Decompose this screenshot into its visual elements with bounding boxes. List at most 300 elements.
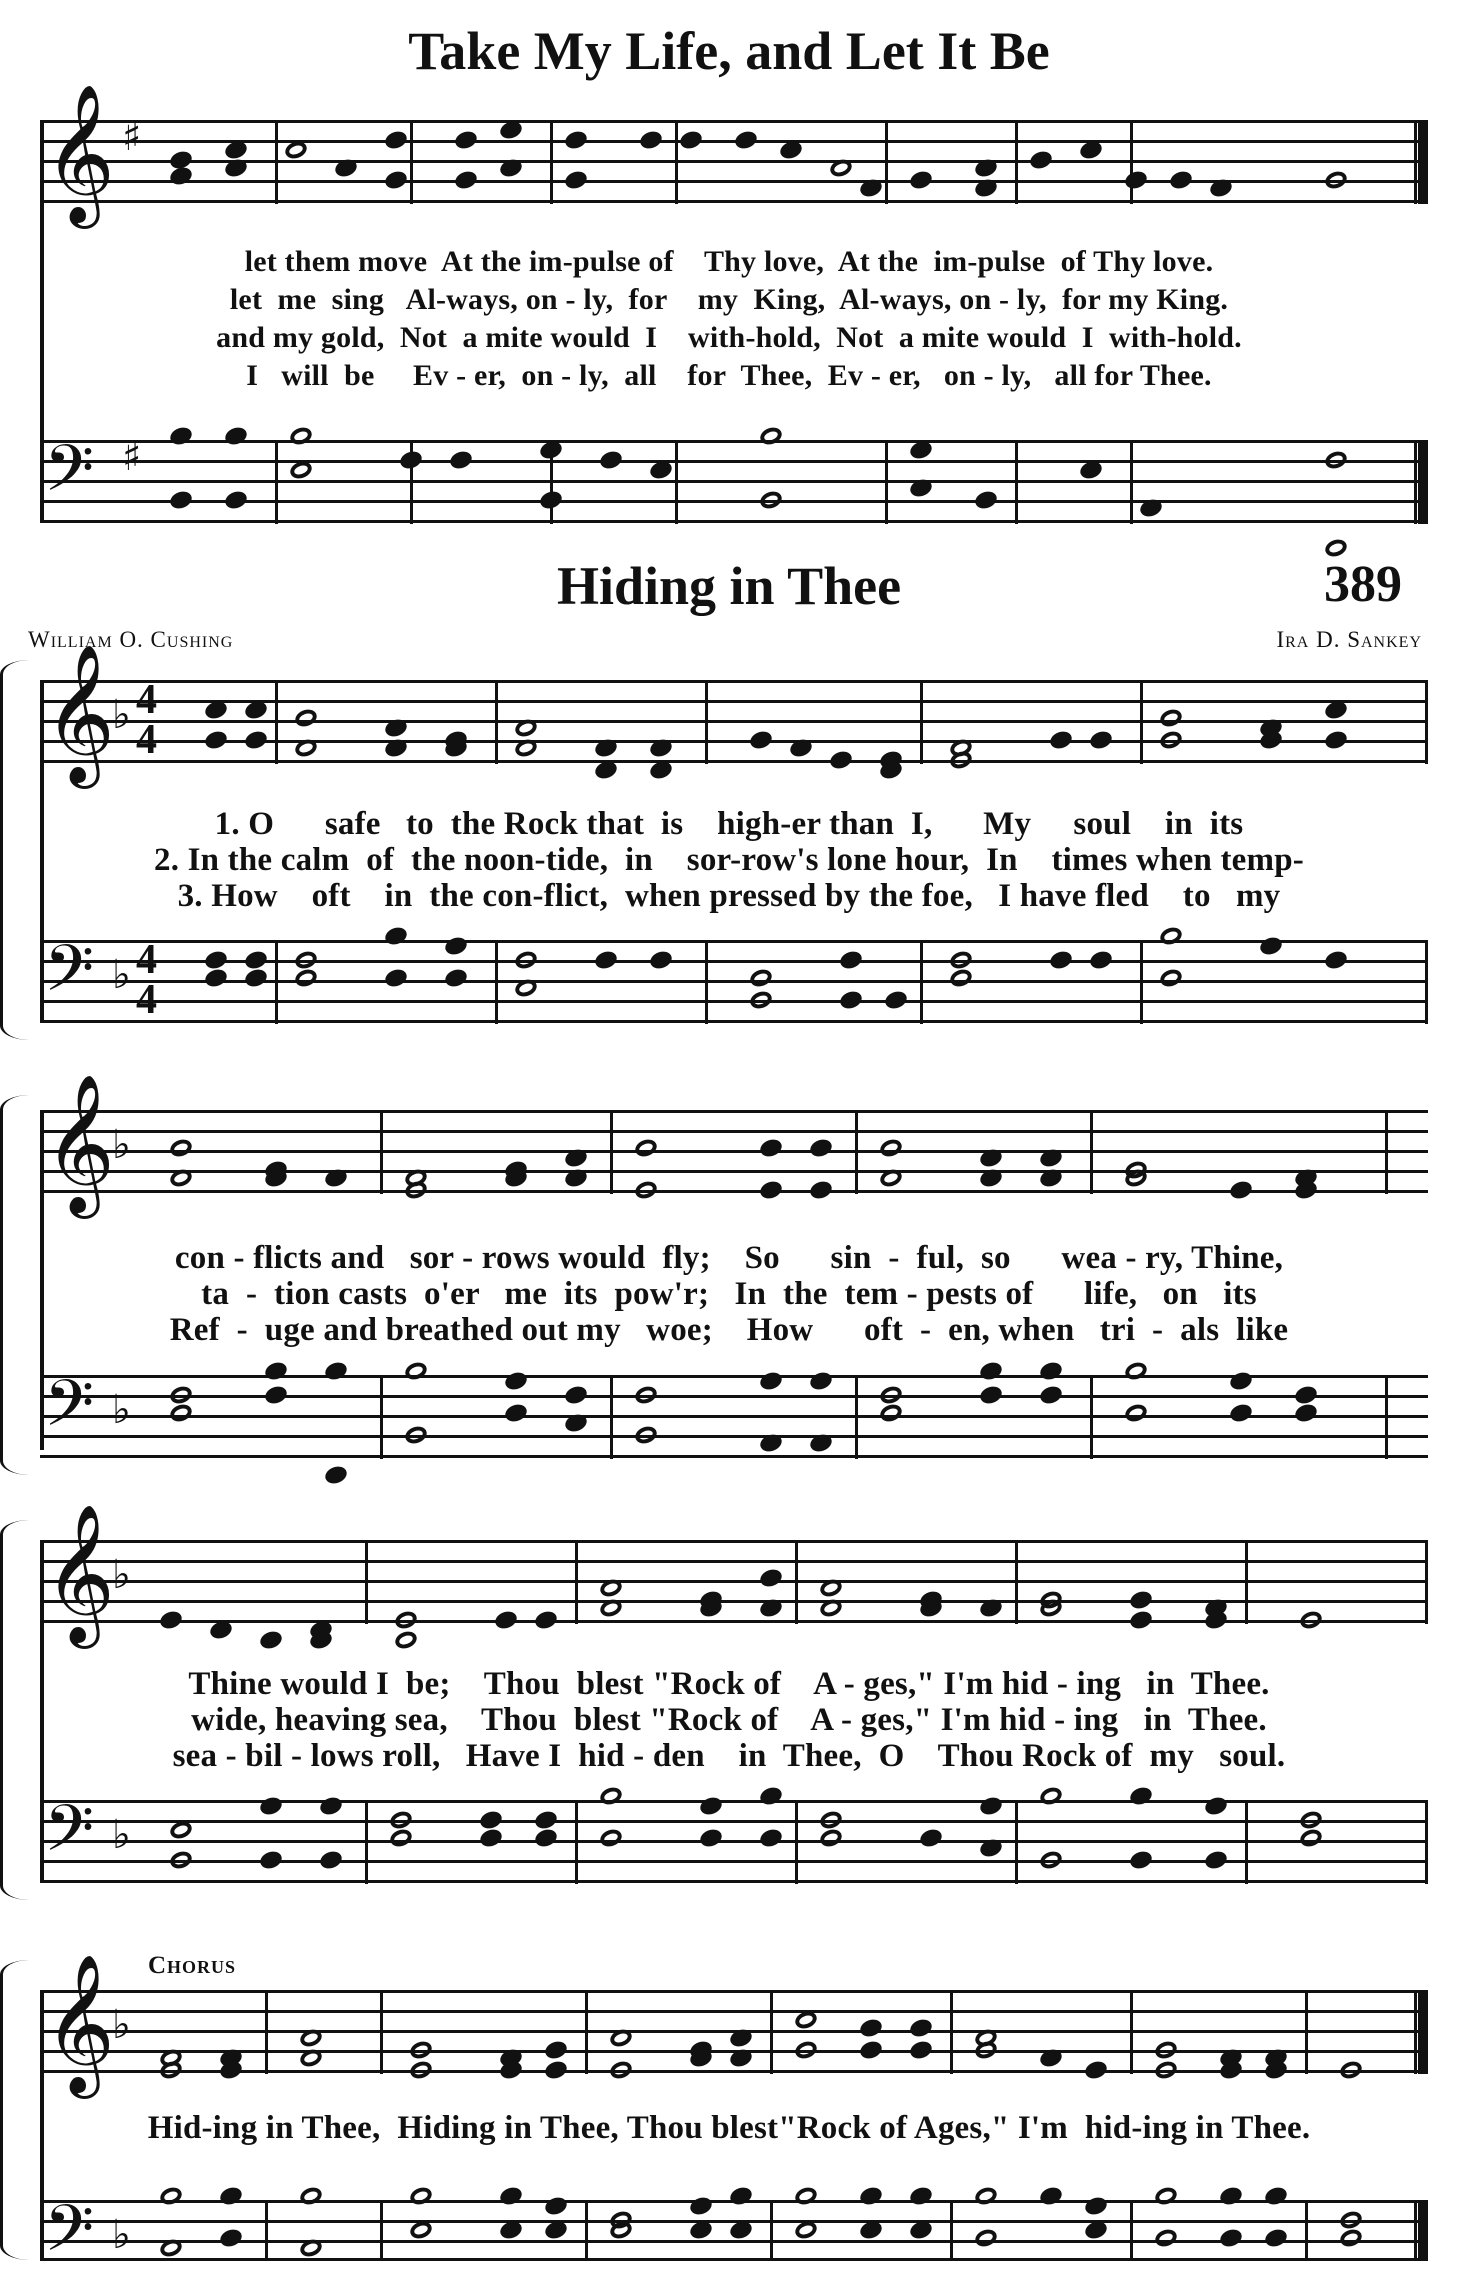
quarter-note-icon xyxy=(883,989,909,1012)
bar-line xyxy=(610,1375,613,1459)
half-note-icon xyxy=(948,967,974,990)
quarter-note-icon xyxy=(1263,2185,1289,2208)
quarter-note-icon xyxy=(478,1809,504,1832)
half-note-icon xyxy=(793,2185,819,2208)
bar-line xyxy=(1130,2200,1133,2261)
bar-line xyxy=(365,1800,368,1884)
staff-line xyxy=(40,1415,1428,1418)
flat-icon: ♭ xyxy=(112,1122,131,1168)
half-note-icon xyxy=(393,1609,419,1632)
quarter-note-icon xyxy=(1168,169,1194,192)
half-note-icon xyxy=(393,1629,419,1652)
staff-line xyxy=(40,1190,1428,1193)
staff-line xyxy=(40,1435,1428,1438)
quarter-note-icon xyxy=(728,2185,754,2208)
staff-line xyxy=(40,520,1428,523)
quarter-note-icon xyxy=(1048,729,1074,752)
quarter-note-icon xyxy=(383,925,409,948)
bass-staff-1 xyxy=(40,932,1428,1024)
bass-clef-icon: 𝄢 xyxy=(44,2192,95,2282)
bar-line xyxy=(380,1375,383,1459)
quarter-note-icon xyxy=(563,169,589,192)
bar-line xyxy=(770,2200,773,2261)
staff-line xyxy=(40,760,1428,763)
quarter-note-icon xyxy=(263,1384,289,1407)
bar-line xyxy=(575,1800,578,1884)
staff-line xyxy=(40,500,1428,503)
sharp-icon: ♯ xyxy=(122,434,142,480)
quarter-note-icon xyxy=(908,2039,934,2062)
half-note-icon xyxy=(878,1137,904,1160)
quarter-note-icon xyxy=(478,1827,504,1850)
bass-clef-icon: 𝄢 xyxy=(44,932,95,1022)
quarter-note-icon xyxy=(1258,935,1284,958)
lyric-line: ta - tion casts o'er me its pow'r; In the tem - pests of life, on its xyxy=(201,1276,1257,1312)
bar-line xyxy=(1015,1800,1018,1884)
composer-credit: Ira D. Sankey xyxy=(1276,627,1422,652)
author-credit: William O. Cushing xyxy=(28,627,234,652)
quarter-note-icon xyxy=(1293,1384,1319,1407)
quarter-note-icon xyxy=(318,1795,344,1818)
quarter-note-icon xyxy=(748,729,774,752)
quarter-note-icon xyxy=(758,1785,784,1808)
quarter-note-icon xyxy=(1038,1360,1064,1383)
quarter-note-icon xyxy=(758,1567,784,1590)
half-note-icon xyxy=(408,2185,434,2208)
half-note-icon xyxy=(298,2185,324,2208)
staff-line xyxy=(40,1540,1428,1543)
quarter-note-icon xyxy=(838,989,864,1012)
staff-line xyxy=(40,440,1428,443)
quarter-note-icon xyxy=(1218,2185,1244,2208)
bar-line xyxy=(1015,120,1018,204)
flat-icon: ♭ xyxy=(112,952,131,998)
staff-line xyxy=(40,200,1428,203)
half-note-icon xyxy=(1323,169,1349,192)
half-note-icon xyxy=(1298,1609,1324,1632)
half-note-icon xyxy=(598,1827,624,1850)
half-note-icon xyxy=(948,949,974,972)
bass-staff-top xyxy=(40,432,1428,524)
quarter-note-icon xyxy=(1128,1589,1154,1612)
lyric-line: sea - bil - lows roll, Have I hid - den in Thee, O Thou Rock of my soul. xyxy=(172,1738,1286,1774)
quarter-note-icon xyxy=(223,489,249,512)
quarter-note-icon xyxy=(493,1609,519,1632)
half-note-icon xyxy=(1038,1785,1064,1808)
staff-line xyxy=(40,1375,1428,1378)
staff-line xyxy=(40,2010,1428,2013)
quarter-note-icon xyxy=(1088,949,1114,972)
half-note-icon xyxy=(973,2227,999,2250)
half-note-icon xyxy=(1158,925,1184,948)
bar-line xyxy=(795,1800,798,1884)
top-hymn-title: Take My Life, and Let It Be xyxy=(408,21,1050,81)
staff-line xyxy=(40,1455,1428,1458)
quarter-note-icon xyxy=(1038,1384,1064,1407)
half-note-icon xyxy=(1153,2059,1179,2082)
bar-line xyxy=(705,680,708,764)
staff-line xyxy=(40,2220,1428,2223)
bar-line xyxy=(585,1990,588,2074)
half-note-icon xyxy=(408,2059,434,2082)
quarter-note-icon xyxy=(443,967,469,990)
half-note-icon xyxy=(293,707,319,730)
bar-line xyxy=(1015,1540,1018,1624)
half-note-icon xyxy=(758,489,784,512)
lyric-line: I will be Ev - er, on - ly, all for Thee, Ev - er, on - ly, all for Thee. xyxy=(246,359,1212,392)
half-note-icon xyxy=(1298,1809,1324,1832)
quarter-note-icon xyxy=(758,1137,784,1160)
quarter-note-icon xyxy=(543,2059,569,2082)
quarter-note-icon xyxy=(973,489,999,512)
quarter-note-icon xyxy=(698,1795,724,1818)
bar-line xyxy=(410,120,413,204)
hymn-title: Hiding in Thee xyxy=(556,556,902,616)
quarter-note-icon xyxy=(398,449,424,472)
staff-line xyxy=(40,1000,1428,1003)
quarter-note-icon xyxy=(828,749,854,772)
flat-icon: ♭ xyxy=(112,1387,131,1433)
quarter-note-icon xyxy=(1218,2227,1244,2250)
half-note-icon xyxy=(168,1849,194,1872)
flat-icon: ♭ xyxy=(112,1812,131,1858)
half-note-icon xyxy=(1158,967,1184,990)
final-bar-line xyxy=(1414,120,1428,204)
quarter-note-icon xyxy=(448,449,474,472)
quarter-note-icon xyxy=(1038,2185,1064,2208)
treble-clef-icon: 𝄞 xyxy=(44,1074,115,1213)
chorus-label: Chorus xyxy=(148,1952,237,1979)
quarter-note-icon xyxy=(1128,1849,1154,1872)
half-note-icon xyxy=(293,967,319,990)
bar-line xyxy=(1305,1990,1308,2074)
quarter-note-icon xyxy=(838,949,864,972)
final-bar-line xyxy=(1425,940,1428,1024)
quarter-note-icon xyxy=(168,425,194,448)
quarter-note-icon xyxy=(203,967,229,990)
bar-line xyxy=(1130,440,1133,524)
staff-line xyxy=(40,120,1428,123)
quarter-note-icon xyxy=(1228,1402,1254,1425)
bar-line xyxy=(275,120,278,204)
bar-line xyxy=(275,440,278,524)
staff-line xyxy=(40,1580,1428,1583)
quarter-note-icon xyxy=(1128,1609,1154,1632)
staff-line xyxy=(40,1150,1428,1153)
lyric-line: Hid-ing in Thee, Hiding in Thee, Thou blest"Rock of Ages," I'm hid-ing in Thee. xyxy=(147,2110,1311,2146)
treble-staff-2 xyxy=(40,1074,1428,1213)
half-note-icon xyxy=(748,967,774,990)
bar-line xyxy=(795,1540,798,1624)
quarter-note-icon xyxy=(1293,1402,1319,1425)
quarter-note-icon xyxy=(598,449,624,472)
quarter-note-icon xyxy=(648,949,674,972)
half-note-icon xyxy=(1123,1402,1149,1425)
bar-line xyxy=(1130,120,1133,204)
quarter-note-icon xyxy=(563,1384,589,1407)
quarter-note-icon xyxy=(1323,729,1349,752)
quarter-note-icon xyxy=(383,967,409,990)
lyric-line: wide, heaving sea, Thou blest "Rock of A - ges," I'm hid - ing in Thee. xyxy=(191,1702,1267,1738)
bar-line xyxy=(770,1990,773,2074)
half-note-icon xyxy=(758,425,784,448)
final-bar-line xyxy=(1414,440,1428,524)
half-note-icon xyxy=(793,2039,819,2062)
quarter-note-icon xyxy=(498,2185,524,2208)
staff-line xyxy=(40,1020,1428,1023)
quarter-note-icon xyxy=(168,489,194,512)
quarter-note-icon xyxy=(503,1370,529,1393)
staff-line xyxy=(40,1840,1428,1843)
quarter-note-icon xyxy=(698,1827,724,1850)
bar-line xyxy=(920,940,923,1024)
flat-icon: ♭ xyxy=(112,2212,131,2258)
quarter-note-icon xyxy=(808,1137,834,1160)
bar-line xyxy=(365,1540,368,1624)
quarter-note-icon xyxy=(908,169,934,192)
half-note-icon xyxy=(1038,1849,1064,1872)
staff-line xyxy=(40,460,1428,463)
half-note-icon xyxy=(633,1137,659,1160)
half-note-icon xyxy=(878,1384,904,1407)
lyric-line: Ref - uge and breathed out my woe; How oft - en, when tri - als like xyxy=(169,1312,1289,1348)
quarter-note-icon xyxy=(858,2017,884,2040)
quarter-note-icon xyxy=(1263,2227,1289,2250)
half-note-icon xyxy=(633,1179,659,1202)
quarter-note-icon xyxy=(1128,1785,1154,1808)
quarter-note-icon xyxy=(453,169,479,192)
quarter-note-icon xyxy=(533,1809,559,1832)
half-note-icon xyxy=(513,949,539,972)
staff-line xyxy=(40,1130,1428,1133)
staff-line xyxy=(40,1560,1428,1563)
bar-line xyxy=(380,1990,383,2074)
quarter-note-icon xyxy=(443,935,469,958)
bar-line xyxy=(1140,940,1143,1024)
bar-line xyxy=(1305,2200,1308,2261)
quarter-note-icon xyxy=(978,1384,1004,1407)
quarter-note-icon xyxy=(263,1360,289,1383)
half-note-icon xyxy=(388,1827,414,1850)
bar-line xyxy=(380,2200,383,2261)
half-note-icon xyxy=(1158,729,1184,752)
flat-icon: ♭ xyxy=(112,1552,131,1598)
quarter-note-icon xyxy=(243,949,269,972)
half-note-icon xyxy=(878,1402,904,1425)
quarter-note-icon xyxy=(243,729,269,752)
half-note-icon xyxy=(1158,707,1184,730)
bar-line xyxy=(610,1110,613,1194)
staff-line xyxy=(40,1880,1428,1883)
quarter-note-icon xyxy=(503,1402,529,1425)
bar-line xyxy=(495,680,498,764)
bass-clef-icon: 𝄢 xyxy=(44,432,95,522)
treble-staff-top xyxy=(40,84,1428,223)
quarter-note-icon xyxy=(383,169,409,192)
bar-line xyxy=(885,120,888,204)
half-note-icon xyxy=(1338,2227,1364,2250)
half-note-icon xyxy=(1153,2227,1179,2250)
half-note-icon xyxy=(288,425,314,448)
bar-line xyxy=(1090,1375,1093,1459)
quarter-note-icon xyxy=(1083,2195,1109,2218)
quarter-note-icon xyxy=(258,1629,284,1652)
treble-clef-icon: 𝄞 xyxy=(44,1954,115,2093)
bar-line xyxy=(1245,1540,1248,1624)
half-note-icon xyxy=(973,2185,999,2208)
treble-staff-1 xyxy=(40,644,1428,783)
staff-line xyxy=(40,720,1428,723)
quarter-note-icon xyxy=(258,1795,284,1818)
half-note-icon xyxy=(388,1809,414,1832)
bar-line xyxy=(550,120,553,204)
quarter-note-icon xyxy=(203,729,229,752)
quarter-note-icon xyxy=(563,129,589,152)
quarter-note-icon xyxy=(733,129,759,152)
quarter-note-icon xyxy=(323,1360,349,1383)
staff-line xyxy=(40,1990,1428,1993)
staff-line xyxy=(40,160,1428,163)
bar-line xyxy=(275,680,278,764)
quarter-note-icon xyxy=(453,129,479,152)
quarter-note-icon xyxy=(223,425,249,448)
quarter-note-icon xyxy=(1203,1849,1229,1872)
staff-line xyxy=(40,700,1428,703)
hymn-number: 389 xyxy=(1324,556,1402,613)
quarter-note-icon xyxy=(543,2039,569,2062)
flat-icon: ♭ xyxy=(112,692,131,738)
bar-line xyxy=(950,1990,953,2074)
quarter-note-icon xyxy=(383,129,409,152)
quarter-note-icon xyxy=(1203,1795,1229,1818)
lyric-line: let them move At the im-pulse of Thy love, At the im-pulse of Thy love. xyxy=(244,245,1214,278)
half-note-icon xyxy=(748,989,774,1012)
bar-line xyxy=(275,940,278,1024)
half-note-icon xyxy=(818,1809,844,1832)
staff-line xyxy=(40,680,1428,683)
half-note-icon xyxy=(158,2185,184,2208)
quarter-note-icon xyxy=(1048,949,1074,972)
quarter-note-icon xyxy=(533,1827,559,1850)
final-bar-line xyxy=(1414,1990,1428,2074)
half-note-icon xyxy=(1323,449,1349,472)
treble-clef-icon: 𝄞 xyxy=(44,84,115,223)
half-note-icon xyxy=(633,1424,659,1447)
bar-line xyxy=(265,2200,268,2261)
bar-line xyxy=(675,440,678,524)
quarter-note-icon xyxy=(1323,949,1349,972)
bar-line xyxy=(675,120,678,204)
quarter-note-icon xyxy=(168,165,194,188)
bass-staff-chorus xyxy=(40,2192,1428,2282)
half-note-icon xyxy=(1298,1827,1324,1850)
half-note-icon xyxy=(293,949,319,972)
treble-clef-icon: 𝄞 xyxy=(44,644,115,783)
quarter-note-icon xyxy=(258,1849,284,1872)
quarter-note-icon xyxy=(203,949,229,972)
quarter-note-icon xyxy=(688,2195,714,2218)
bar-line xyxy=(1130,1990,1133,2074)
half-note-icon xyxy=(403,1424,429,1447)
half-note-icon xyxy=(818,1827,844,1850)
staff-line xyxy=(40,480,1428,483)
bar-line xyxy=(1245,1800,1248,1884)
quarter-note-icon xyxy=(218,2227,244,2250)
half-note-icon xyxy=(1153,2039,1179,2062)
bar-line xyxy=(1385,1375,1388,1459)
bass-clef-icon: 𝄢 xyxy=(44,1792,95,1882)
half-note-icon xyxy=(608,2059,634,2082)
quarter-note-icon xyxy=(538,489,564,512)
quarter-note-icon xyxy=(908,2185,934,2208)
quarter-note-icon xyxy=(978,1360,1004,1383)
lyric-line: Thine would I be; Thou blest "Rock of A - ges," I'm hid - ing in Thee. xyxy=(188,1666,1270,1702)
quarter-note-icon xyxy=(543,2195,569,2218)
half-note-icon xyxy=(408,2039,434,2062)
half-note-icon xyxy=(1338,2059,1364,2082)
staff-line xyxy=(40,940,1428,943)
quarter-note-icon xyxy=(1228,1370,1254,1393)
quarter-note-icon xyxy=(858,2039,884,2062)
quarter-note-icon xyxy=(1228,1179,1254,1202)
half-note-icon xyxy=(168,1137,194,1160)
quarter-note-icon xyxy=(758,1179,784,1202)
quarter-note-icon xyxy=(158,1609,184,1632)
bar-line xyxy=(380,1110,383,1194)
treble-clef-icon: 𝄞 xyxy=(44,1504,115,1643)
bass-staff-3 xyxy=(40,1792,1428,1884)
bar-line xyxy=(585,2200,588,2261)
quarter-note-icon xyxy=(978,1795,1004,1818)
bar-line xyxy=(885,440,888,524)
quarter-note-icon xyxy=(808,1179,834,1202)
treble-staff-3 xyxy=(40,1504,1428,1643)
flat-icon: ♭ xyxy=(112,2002,131,2048)
quarter-note-icon xyxy=(1028,149,1054,172)
quarter-note-icon xyxy=(918,1827,944,1850)
half-note-icon xyxy=(633,1384,659,1407)
staff-line xyxy=(40,1395,1428,1398)
time-signature: 4 4 xyxy=(136,937,157,1023)
half-note-icon xyxy=(598,1785,624,1808)
quarter-note-icon xyxy=(908,2017,934,2040)
half-note-icon xyxy=(403,1360,429,1383)
sharp-icon: ♯ xyxy=(122,114,142,160)
quarter-note-icon xyxy=(218,2185,244,2208)
final-bar-line xyxy=(1414,2200,1428,2261)
final-bar-line xyxy=(1425,680,1428,764)
lyric-line: 1. O safe to the Rock that is high-er than I, My soul in its xyxy=(214,806,1244,842)
bass-staff-2 xyxy=(40,1367,1428,1459)
bass-clef-icon: 𝄢 xyxy=(44,1367,95,1457)
time-signature: 4 4 xyxy=(136,677,157,763)
quarter-note-icon xyxy=(1083,2059,1109,2082)
lyric-line: 3. How oft in the con-flict, when pressed by the foe, I have fled to my xyxy=(177,878,1281,914)
bar-line xyxy=(1385,1110,1388,1194)
quarter-note-icon xyxy=(808,1370,834,1393)
bar-line xyxy=(950,2200,953,2261)
staff-line xyxy=(40,1110,1428,1113)
quarter-note-icon xyxy=(323,1464,349,1487)
quarter-note-icon xyxy=(1088,729,1114,752)
half-note-icon xyxy=(1338,2209,1364,2232)
quarter-note-icon xyxy=(638,129,664,152)
quarter-note-icon xyxy=(758,1370,784,1393)
quarter-note-icon xyxy=(318,1849,344,1872)
half-note-icon xyxy=(168,1384,194,1407)
lyric-line: 2. In the calm of the noon-tide, in sor-row's lone hour, In times when temp- xyxy=(154,842,1304,878)
bar-line xyxy=(855,1110,858,1194)
